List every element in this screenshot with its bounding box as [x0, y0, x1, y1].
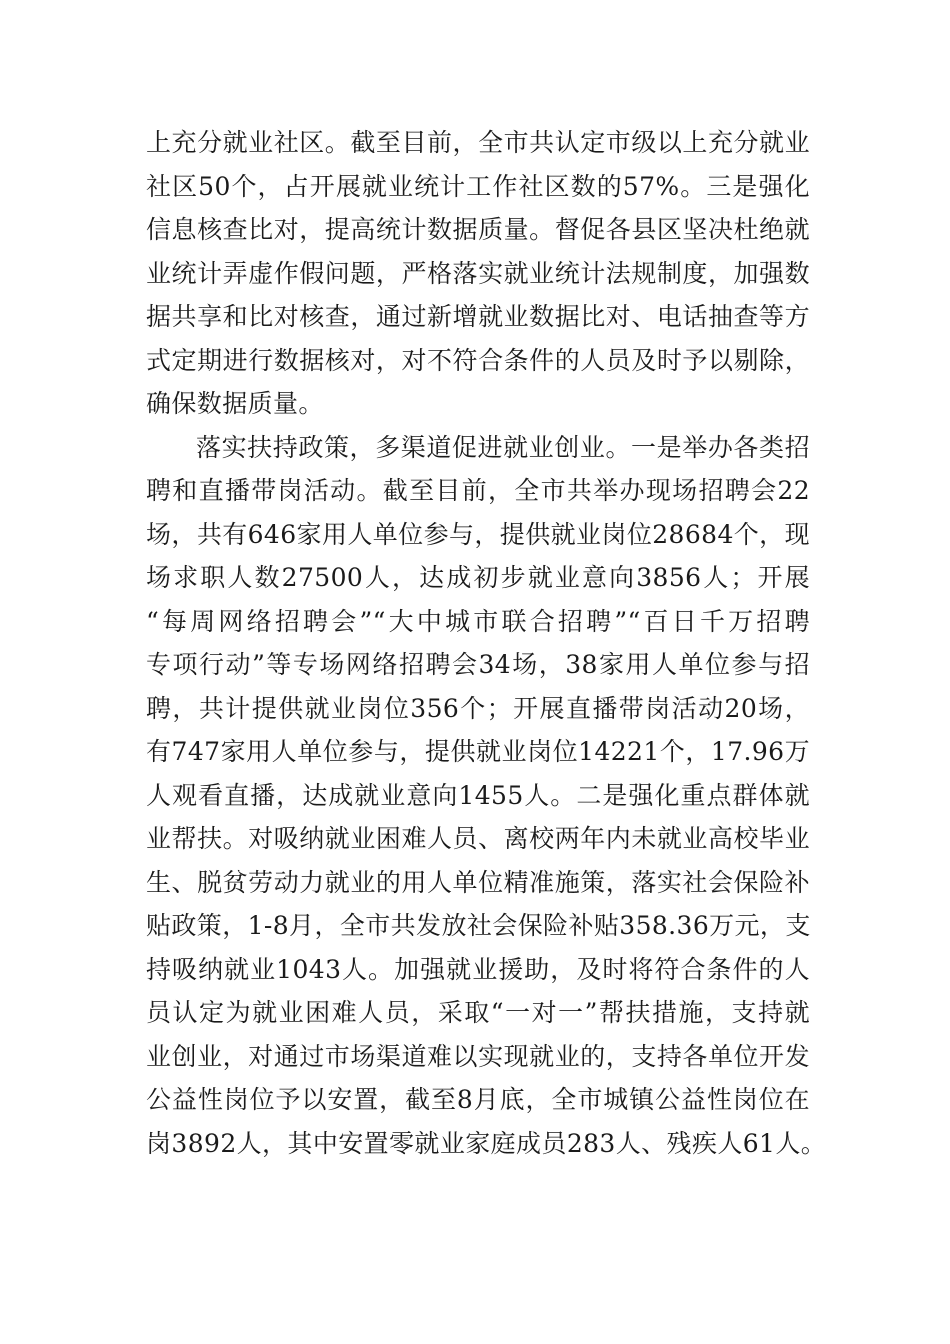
- text-line: 有747家用人单位参与，提供就业岗位14221个，17.96万: [146, 737, 810, 766]
- text-line: “每周网络招聘会”“大中城市联合招聘”“百日千万招聘: [146, 606, 810, 636]
- text-line: 岗3892人，其中安置零就业家庭成员283人、残疾人61人。: [146, 1128, 827, 1158]
- text-line: 人观看直播，达成就业意向1455人。二是强化重点群体就: [146, 780, 810, 810]
- text-line: 业帮扶。对吸纳就业困难人员、离校两年内未就业高校毕业: [146, 824, 810, 853]
- text-line: 专项行动”等专场网络招聘会34场，38家用人单位参与招: [146, 650, 810, 679]
- text-line: 社区50个，占开展就业统计工作社区数的57%。三是强化: [146, 171, 810, 201]
- text-line: 场求职人数27500人，达成初步就业意向3856人；开展: [146, 563, 810, 592]
- text-line: 聘和直播带岗活动。截至目前，全市共举办现场招聘会22: [146, 476, 810, 505]
- text-line: 上充分就业社区。截至目前，全市共认定市级以上充分就业: [146, 128, 810, 157]
- text-line: 确保数据质量。: [146, 389, 324, 418]
- text-line: 贴政策，1-8月，全市共发放社会保险补贴358.36万元，支: [146, 911, 811, 940]
- body-text: [146, 121, 827, 1165]
- paragraph-1: [146, 121, 810, 426]
- text-line: 员认定为就业困难人员，采取“一对一”帮扶措施，支持就: [146, 998, 810, 1027]
- text-line: 落实扶持政策，多渠道促进就业创业。一是举办各类招: [196, 432, 810, 462]
- text-line: 公益性岗位予以安置，截至8月底，全市城镇公益性岗位在: [146, 1085, 810, 1114]
- text-line: 据共享和比对核查，通过新增就业数据比对、电话抽查等方: [146, 302, 810, 331]
- text-line: 业创业，对通过市场渠道难以实现就业的，支持各单位开发: [146, 1041, 810, 1071]
- text-line: 场，共有646家用人单位参与，提供就业岗位28684个，现: [146, 519, 810, 549]
- paragraph-2: [146, 426, 827, 1166]
- text-line: 信息核查比对，提高统计数据质量。督促各县区坚决杜绝就: [146, 215, 810, 244]
- text-line: 生、脱贫劳动力就业的用人单位精准施策，落实社会保险补: [146, 867, 810, 897]
- text-line: 持吸纳就业1043人。加强就业援助，及时将符合条件的人: [146, 954, 810, 984]
- text-line: 业统计弄虚作假问题，严格落实就业统计法规制度，加强数: [146, 258, 810, 288]
- text-line: 式定期进行数据核对，对不符合条件的人员及时予以剔除，: [146, 345, 810, 375]
- text-line: 聘，共计提供就业岗位356个；开展直播带岗活动20场，: [146, 693, 810, 723]
